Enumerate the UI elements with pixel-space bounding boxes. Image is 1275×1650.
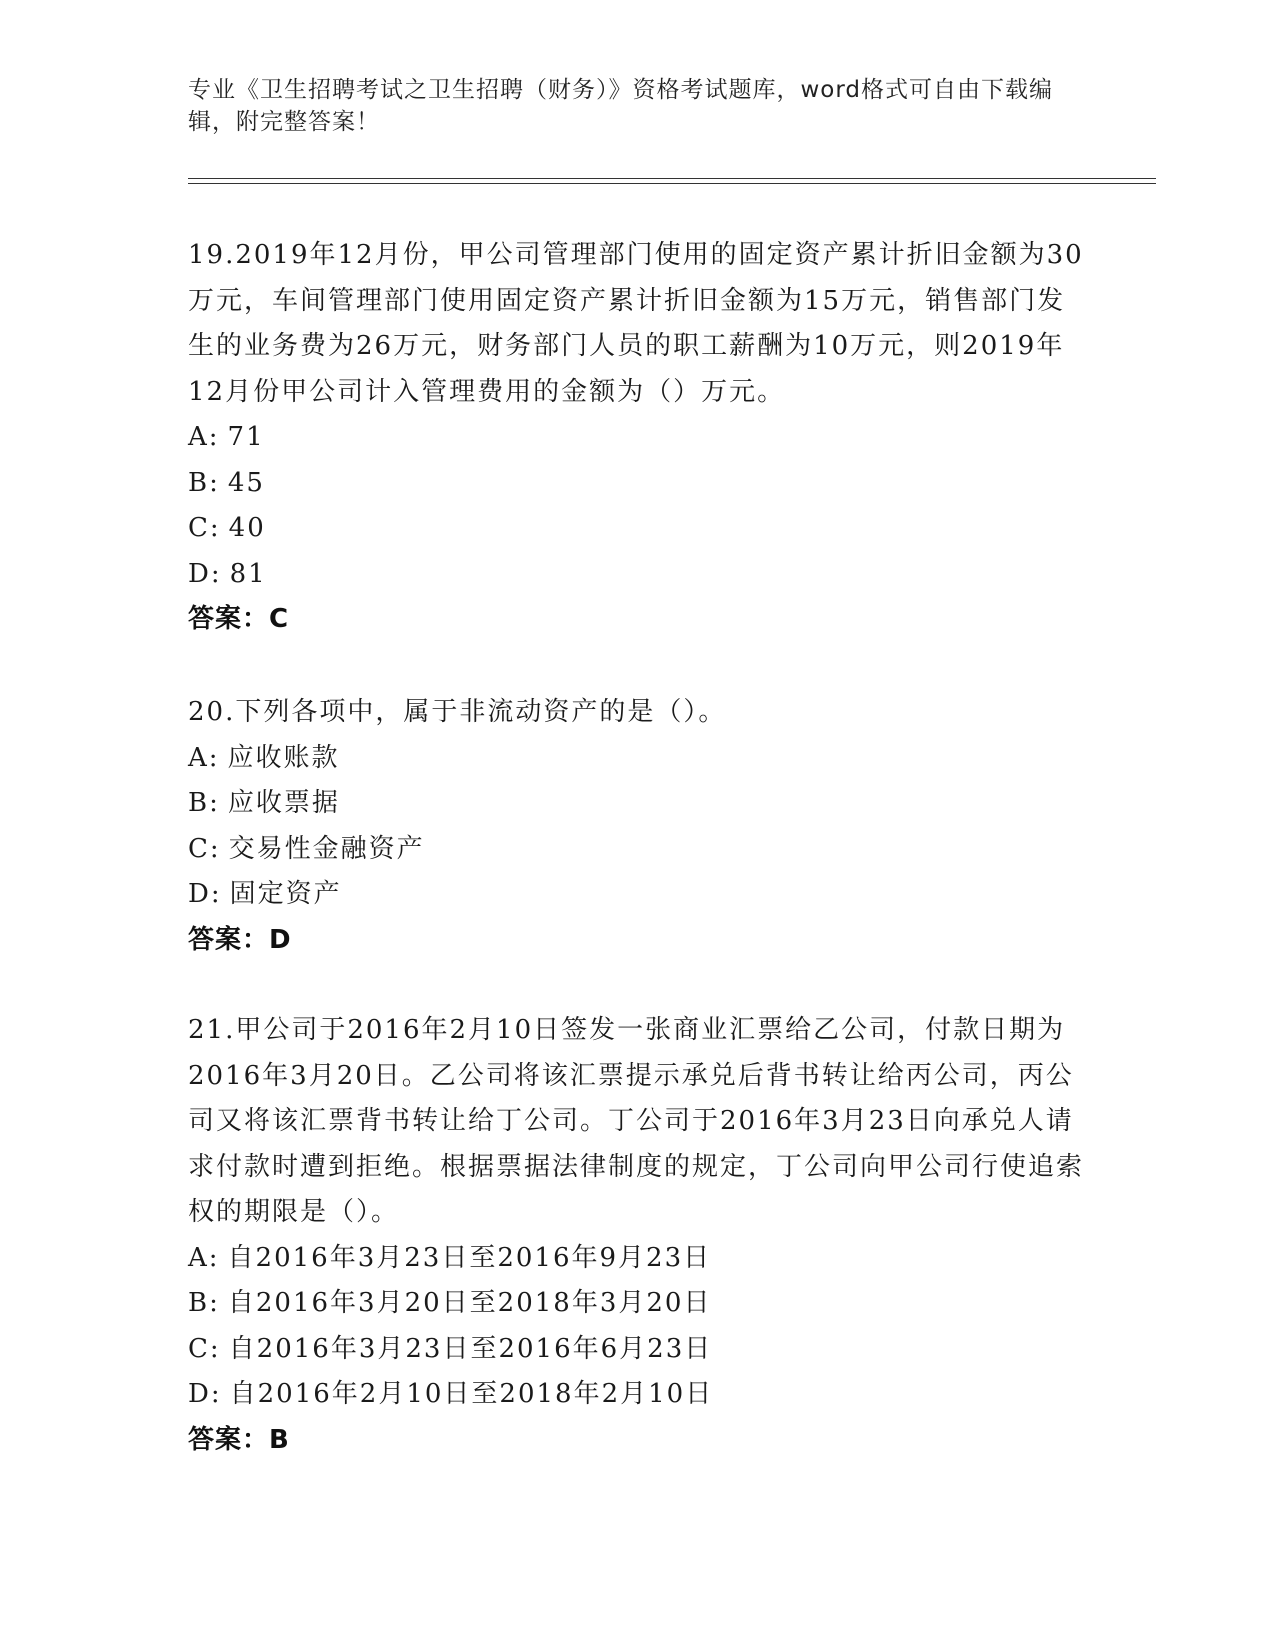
option-b <box>188 461 1088 507</box>
option-key: C: <box>188 513 221 543</box>
option-a <box>188 1236 1088 1282</box>
answer-line: 答案：B <box>188 1424 290 1455</box>
header-note: 专业《卫生招聘考试之卫生招聘（财务）》资格考试题库，word格式可自由下载编辑，附完整答案！ <box>188 77 1054 135</box>
answer-line: 答案：D <box>188 924 292 955</box>
option-key: B: <box>188 1288 220 1318</box>
option-key: B: <box>188 788 220 818</box>
option-c <box>188 506 1088 552</box>
option-key: C: <box>188 833 221 864</box>
question-21 <box>188 1008 1088 1463</box>
question-stem: 21.甲公司于2016年2月10日签发一张商业汇票给乙公司，付款日期为2016年3月20日。乙公司将该汇票提示承兑后背书转让给丙公司，丙公司又将该汇票背书转让给丁公司。丁公司于2016年3月23日向承兑人请求付款时遭到拒绝。根据票据法律制度的规定，丁公司向甲公司行使追索权的期限是（）。 <box>188 1015 1085 1227</box>
question-stem: 19.2019年12月份，甲公司管理部门使用的固定资产累计折旧金额为30万元，车间管理部门使用固定资产累计折旧金额为15万元，销售部门发生的业务费为26万元，财务部门人员的职工薪酬为10万元，则2019年12月份甲公司计入管理费用的金额为（）万元。 <box>188 240 1084 407</box>
option-text: 交易性金融资产 <box>228 833 425 864</box>
option-key: A: <box>188 742 220 773</box>
option-text: 固定资产 <box>229 879 342 909</box>
question-stem: 20.下列各项中，属于非流动资产的是（）。 <box>188 697 727 727</box>
option-b <box>188 1281 1088 1327</box>
option-text: 81 <box>229 558 267 589</box>
option-d <box>188 552 1088 598</box>
option-text: 45 <box>227 467 265 498</box>
option-key: D: <box>188 1379 222 1409</box>
option-c <box>188 1327 1088 1373</box>
option-d <box>188 872 1088 918</box>
option-key: B: <box>188 467 220 498</box>
option-a <box>188 736 1088 782</box>
option-key: A: <box>188 422 220 452</box>
header-divider-bottom <box>188 183 1156 184</box>
header-divider-top <box>188 178 1156 179</box>
option-text: 71 <box>227 422 265 452</box>
option-d <box>188 1372 1088 1418</box>
option-text: 应收账款 <box>227 742 340 773</box>
option-c <box>188 827 1088 873</box>
option-text: 自2016年3月23日至2016年9月23日 <box>227 1242 712 1273</box>
option-text: 自2016年2月10日至2018年2月10日 <box>229 1379 714 1409</box>
option-text: 应收票据 <box>227 788 340 818</box>
option-key: D: <box>188 879 222 909</box>
option-text: 40 <box>228 513 266 543</box>
question-20 <box>188 690 1088 963</box>
option-key: A: <box>188 1242 220 1273</box>
answer-line: 答案：C <box>188 604 290 634</box>
option-text: 自2016年3月23日至2016年6月23日 <box>228 1333 713 1364</box>
question-19 <box>188 233 1088 643</box>
option-text: 自2016年3月20日至2018年3月20日 <box>227 1288 712 1318</box>
option-a <box>188 415 1088 461</box>
option-key: C: <box>188 1333 221 1364</box>
option-key: D: <box>188 558 222 589</box>
option-b <box>188 781 1088 827</box>
